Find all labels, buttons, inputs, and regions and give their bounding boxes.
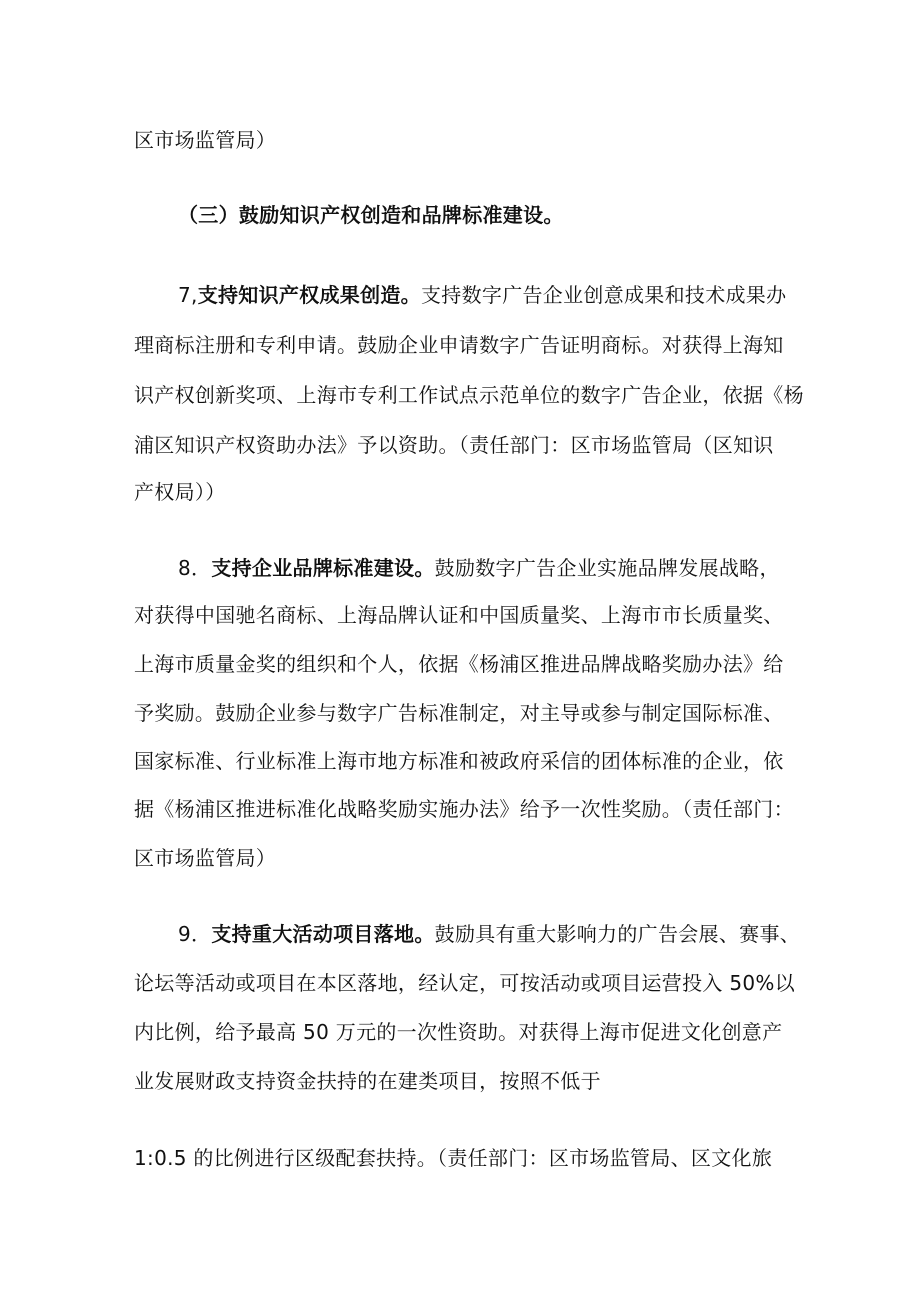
item8-title: 支持企业品牌标准建设。 <box>211 556 435 580</box>
item7-number: 7, <box>178 283 198 307</box>
item8-number: 8． <box>178 556 212 580</box>
item9-line-0: 鼓励具有重大影响力的广告会展、赛事、 <box>434 922 801 946</box>
item7-line-1: 理商标注册和专利申请。鼓励企业申请数字广告证明商标。对获得上海知 <box>134 333 784 357</box>
item8-line-0: 鼓励数字广告企业实施品牌发展战略， <box>434 556 780 580</box>
item7-line-0: 支持数字广告企业创意成果和技术成果办 <box>421 283 787 307</box>
item8-line-1: 对获得中国驰名商标、上海品牌认证和中国质量奖、上海市市长质量奖、 <box>134 603 784 627</box>
item9-title: 支持重大活动项目落地。 <box>211 922 435 946</box>
section-heading: （三）鼓励知识产权创造和品牌标准建设。 <box>178 203 564 227</box>
item9-line-4: 1:0.5 的比例进行区级配套扶持。（责任部门：区市场监管局、区文化旅 <box>134 1146 773 1170</box>
item7-title: 支持知识产权成果创造。 <box>197 283 421 307</box>
item8-first-line <box>178 556 780 580</box>
item7-line-3: 浦区知识产权资助办法》予以资助。（责任部门：区市场监管局（区知识 <box>134 433 774 457</box>
item8-line-2: 上海市质量金奖的组织和个人，依据《杨浦区推进品牌战略奖励办法》给 <box>134 652 784 676</box>
item9-first-line <box>178 922 800 946</box>
top-fragment: 区市场监管局） <box>134 128 277 152</box>
item7-first-line <box>178 283 786 307</box>
item9-line-1: 论坛等活动或项目在本区落地，经认定，可按活动或项目运营投入 50%以 <box>134 971 796 995</box>
item8-line-5: 据《杨浦区推进标准化战略奖励实施办法》给予一次性奖励。（责任部门： <box>134 797 794 821</box>
item8-line-6: 区市场监管局） <box>134 846 277 870</box>
item9-line-2: 内比例，给予最高 50 万元的一次性资助。对获得上海市促进文化创意产 <box>134 1020 783 1044</box>
item7-line-4: 产权局）） <box>134 480 226 504</box>
item7-line-2: 识产权创新奖项、上海市专利工作试点示范单位的数字广告企业，依据《杨 <box>134 383 804 407</box>
item9-number: 9． <box>178 922 212 946</box>
item8-line-3: 予奖励。鼓励企业参与数字广告标准制定，对主导或参与制定国际标准、 <box>134 701 784 725</box>
item9-line-3: 业发展财政支持资金扶持的在建类项目，按照不低于 <box>134 1069 601 1093</box>
item8-line-4: 国家标准、行业标准上海市地方标准和被政府采信的团体标准的企业，依 <box>134 749 784 773</box>
